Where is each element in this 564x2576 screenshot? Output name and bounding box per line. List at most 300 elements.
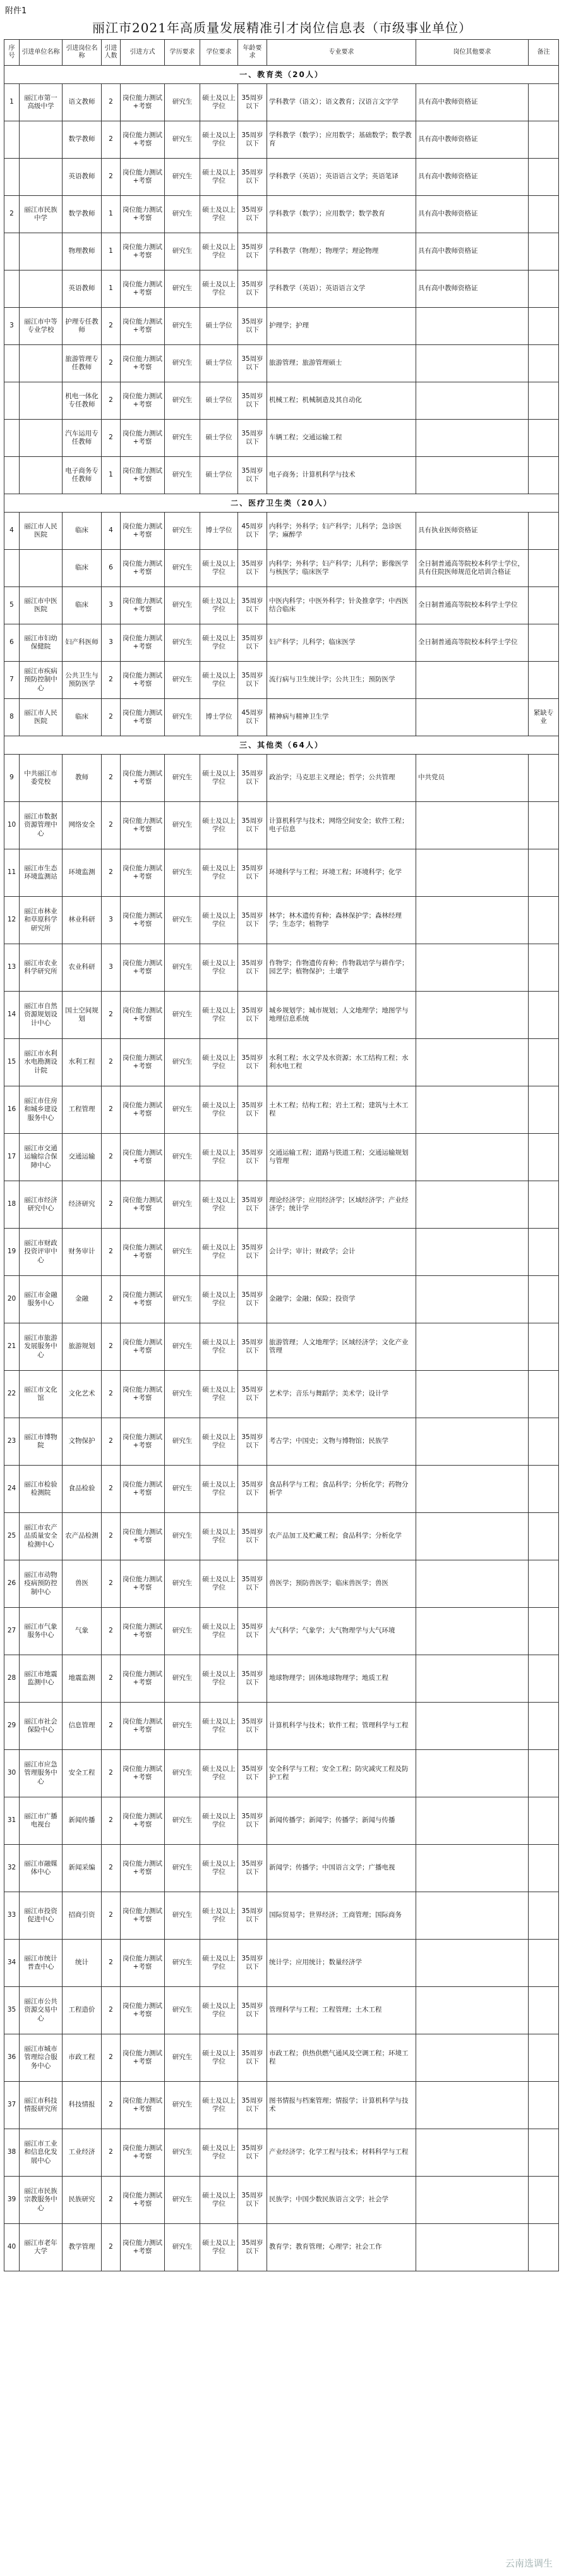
- cell-seq: 5: [4, 587, 20, 624]
- cell-unit: 丽江市人民医院: [20, 513, 63, 550]
- cell-education: 研究生: [165, 159, 200, 196]
- cell-seq: 21: [4, 1323, 20, 1371]
- cell-method: 岗位能力测试+考察: [121, 1892, 165, 1940]
- cell-age: 35周岁以下: [238, 802, 267, 849]
- cell-seq: 17: [4, 1134, 20, 1181]
- cell-count: 2: [102, 1229, 121, 1276]
- cell-post: 工程造价: [63, 1987, 102, 2034]
- cell-other: 中共党员: [416, 755, 529, 802]
- cell-seq: 28: [4, 1655, 20, 1703]
- cell-post: 旅游管理专任教师: [63, 345, 102, 382]
- cell-unit: 丽江市广播电视台: [20, 1797, 63, 1845]
- cell-count: 2: [102, 1703, 121, 1750]
- table-row: [4, 1655, 559, 1703]
- cell-education: 研究生: [165, 1655, 200, 1703]
- cell-unit: 丽江市应急管理服务中心: [20, 1750, 63, 1797]
- cell-seq: [4, 457, 20, 494]
- cell-remark: [529, 1750, 559, 1797]
- table-row: [4, 1845, 559, 1892]
- cell-post: 地震监测: [63, 1655, 102, 1703]
- cell-degree: 硕士及以上学位: [200, 270, 238, 308]
- cell-major: 内科学；外科学；妇产科学；儿科学；影像医学与核医学；临床医学: [267, 550, 416, 587]
- cell-count: 2: [102, 1797, 121, 1845]
- cell-age: 35周岁以下: [238, 897, 267, 944]
- cell-major: 作物学；作物遗传育种；作物栽培学与耕作学；园艺学；植物保护；土壤学: [267, 944, 416, 992]
- cell-education: 研究生: [165, 897, 200, 944]
- cell-unit: 丽江市林业和草原科学研究所: [20, 897, 63, 944]
- cell-age: 35周岁以下: [238, 2224, 267, 2271]
- cell-seq: 3: [4, 308, 20, 345]
- cell-unit: 丽江市民族宗教服务中心: [20, 2177, 63, 2224]
- cell-seq: 1: [4, 84, 20, 121]
- cell-seq: 16: [4, 1086, 20, 1134]
- cell-other: [416, 1892, 529, 1940]
- cell-seq: 34: [4, 1940, 20, 1987]
- cell-unit: [20, 457, 63, 494]
- cell-post: 护理专任教师: [63, 308, 102, 345]
- cell-count: 2: [102, 2177, 121, 2224]
- cell-education: 研究生: [165, 2224, 200, 2271]
- cell-unit: [20, 345, 63, 382]
- cell-unit: [20, 420, 63, 457]
- cell-post: 工程管理: [63, 1086, 102, 1134]
- cell-education: 研究生: [165, 1845, 200, 1892]
- table-row: [4, 944, 559, 992]
- cell-post: 信息管理: [63, 1703, 102, 1750]
- cell-age: 35周岁以下: [238, 1750, 267, 1797]
- cell-count: 2: [102, 1039, 121, 1086]
- cell-major: 新闻学；传播学；中国语言文学；广播电视: [267, 1845, 416, 1892]
- cell-method: 岗位能力测试+考察: [121, 420, 165, 457]
- cell-unit: 丽江市自然资源规划设计中心: [20, 992, 63, 1039]
- cell-degree: 硕士及以上学位: [200, 662, 238, 699]
- cell-other: [416, 1797, 529, 1845]
- table-row: [4, 121, 559, 159]
- cell-count: 1: [102, 196, 121, 233]
- cell-remark: [529, 270, 559, 308]
- cell-unit: 丽江市民族中学: [20, 196, 63, 233]
- cell-method: 岗位能力测试+考察: [121, 84, 165, 121]
- table-row: [4, 233, 559, 270]
- section-title: 三、其他类（64人）: [4, 736, 559, 755]
- cell-degree: 硕士及以上学位: [200, 1513, 238, 1560]
- section-row: [4, 736, 559, 755]
- cell-unit: 丽江市气象服务中心: [20, 1608, 63, 1655]
- cell-degree: 硕士及以上学位: [200, 1134, 238, 1181]
- cell-remark: [529, 1513, 559, 1560]
- cell-degree: 硕士及以上学位: [200, 550, 238, 587]
- cell-major: 统计学；应用统计；数量经济学: [267, 1940, 416, 1987]
- cell-major: 内科学；外科学；妇产科学；儿科学；急诊医学；麻醉学: [267, 513, 416, 550]
- table-row: [4, 1276, 559, 1323]
- cell-unit: 丽江市检验检测院: [20, 1466, 63, 1513]
- cell-count: 2: [102, 1466, 121, 1513]
- cell-count: 2: [102, 1940, 121, 1987]
- cell-education: 研究生: [165, 513, 200, 550]
- cell-remark: [529, 755, 559, 802]
- cell-remark: [529, 1418, 559, 1466]
- cell-post: 汽车运用专任教师: [63, 420, 102, 457]
- cell-count: 2: [102, 1323, 121, 1371]
- cell-other: [416, 1039, 529, 1086]
- cell-seq: [4, 550, 20, 587]
- cell-other: [416, 1750, 529, 1797]
- table-row: [4, 159, 559, 196]
- cell-other: [416, 1086, 529, 1134]
- cell-unit: 丽江市妇幼保健院: [20, 624, 63, 662]
- cell-method: 岗位能力测试+考察: [121, 1797, 165, 1845]
- cell-count: 2: [102, 1134, 121, 1181]
- cell-education: 研究生: [165, 1703, 200, 1750]
- cell-remark: [529, 1797, 559, 1845]
- col-remark: 备注: [529, 40, 559, 66]
- cell-major: 金融学；金融；保险；投资学: [267, 1276, 416, 1323]
- cell-post: 临床: [63, 587, 102, 624]
- cell-age: 35周岁以下: [238, 2034, 267, 2082]
- cell-count: 6: [102, 550, 121, 587]
- cell-count: 2: [102, 308, 121, 345]
- cell-seq: 36: [4, 2034, 20, 2082]
- cell-remark: [529, 897, 559, 944]
- watermark: 云南选调生: [505, 2558, 553, 2569]
- cell-age: 35周岁以下: [238, 2082, 267, 2129]
- cell-age: 35周岁以下: [238, 1229, 267, 1276]
- cell-unit: [20, 270, 63, 308]
- cell-education: 研究生: [165, 2177, 200, 2224]
- cell-degree: 硕士及以上学位: [200, 2177, 238, 2224]
- cell-other: [416, 1229, 529, 1276]
- cell-method: 岗位能力测试+考察: [121, 382, 165, 420]
- cell-seq: [4, 382, 20, 420]
- cell-method: 岗位能力测试+考察: [121, 345, 165, 382]
- cell-count: 2: [102, 1513, 121, 1560]
- cell-degree: 硕士及以上学位: [200, 802, 238, 849]
- cell-age: 35周岁以下: [238, 1323, 267, 1371]
- cell-other: [416, 457, 529, 494]
- cell-remark: [529, 420, 559, 457]
- cell-major: 林学；林木遗传育种；森林保护学；森林经理学；生态学；植物学: [267, 897, 416, 944]
- table-row: [4, 84, 559, 121]
- cell-post: 水利工程: [63, 1039, 102, 1086]
- cell-major: 计算机科学与技术；网络空间安全；软件工程；电子信息: [267, 802, 416, 849]
- cell-method: 岗位能力测试+考察: [121, 2177, 165, 2224]
- cell-degree: 硕士及以上学位: [200, 159, 238, 196]
- cell-degree: 硕士及以上学位: [200, 233, 238, 270]
- cell-education: 研究生: [165, 1371, 200, 1418]
- cell-other: [416, 897, 529, 944]
- cell-major: 学科教学（语文）；语文教育；汉语言文字学: [267, 84, 416, 121]
- cell-remark: [529, 2224, 559, 2271]
- cell-other: [416, 2129, 529, 2177]
- cell-education: 研究生: [165, 1039, 200, 1086]
- cell-unit: 丽江市交通运输综合保障中心: [20, 1134, 63, 1181]
- cell-method: 岗位能力测试+考察: [121, 1608, 165, 1655]
- cell-degree: 硕士及以上学位: [200, 196, 238, 233]
- cell-major: 大气科学；气象学；大气物理学与大气环境: [267, 1608, 416, 1655]
- cell-remark: [529, 1181, 559, 1229]
- cell-post: 电子商务专任教师: [63, 457, 102, 494]
- cell-age: 35周岁以下: [238, 382, 267, 420]
- cell-method: 岗位能力测试+考察: [121, 2129, 165, 2177]
- cell-seq: 20: [4, 1276, 20, 1323]
- table-row: [4, 2082, 559, 2129]
- cell-major: 政治学；马克思主义理论；哲学；公共管理: [267, 755, 416, 802]
- cell-post: 机电一体化专任教师: [63, 382, 102, 420]
- cell-remark: [529, 992, 559, 1039]
- cell-seq: 26: [4, 1560, 20, 1608]
- cell-other: [416, 1323, 529, 1371]
- cell-degree: 硕士及以上学位: [200, 1750, 238, 1797]
- cell-unit: 丽江市城市管理综合服务中心: [20, 2034, 63, 2082]
- table-row: [4, 2177, 559, 2224]
- cell-other: [416, 2034, 529, 2082]
- cell-count: 2: [102, 382, 121, 420]
- cell-remark: [529, 1940, 559, 1987]
- cell-degree: 硕士及以上学位: [200, 2082, 238, 2129]
- cell-age: 35周岁以下: [238, 308, 267, 345]
- table-row: [4, 196, 559, 233]
- table-row: [4, 699, 559, 736]
- table-row: [4, 2129, 559, 2177]
- cell-other: 具有高中教师资格证: [416, 84, 529, 121]
- cell-age: 45周岁以下: [238, 699, 267, 736]
- cell-unit: 丽江市老年大学: [20, 2224, 63, 2271]
- cell-age: 35周岁以下: [238, 992, 267, 1039]
- cell-method: 岗位能力测试+考察: [121, 308, 165, 345]
- table-row: [4, 1466, 559, 1513]
- cell-seq: 24: [4, 1466, 20, 1513]
- table-header-row: [4, 40, 559, 66]
- cell-unit: 丽江市动物疫病预防控制中心: [20, 1560, 63, 1608]
- cell-method: 岗位能力测试+考察: [121, 2224, 165, 2271]
- cell-age: 35周岁以下: [238, 270, 267, 308]
- cell-other: 具有高中教师资格证: [416, 233, 529, 270]
- cell-degree: 硕士及以上学位: [200, 944, 238, 992]
- cell-other: [416, 992, 529, 1039]
- cell-post: 英语教师: [63, 159, 102, 196]
- cell-remark: [529, 1134, 559, 1181]
- cell-degree: 硕士及以上学位: [200, 1181, 238, 1229]
- cell-method: 岗位能力测试+考察: [121, 849, 165, 897]
- cell-major: 会计学；审计；财政学；会计: [267, 1229, 416, 1276]
- cell-age: 35周岁以下: [238, 662, 267, 699]
- cell-other: 具有高中教师资格证: [416, 159, 529, 196]
- cell-major: 产业经济学；化学工程与技术；材料科学与工程: [267, 2129, 416, 2177]
- cell-age: 35周岁以下: [238, 345, 267, 382]
- cell-seq: [4, 345, 20, 382]
- cell-seq: 30: [4, 1750, 20, 1797]
- cell-unit: [20, 233, 63, 270]
- cell-education: 研究生: [165, 1323, 200, 1371]
- cell-age: 35周岁以下: [238, 121, 267, 159]
- cell-education: 研究生: [165, 2034, 200, 2082]
- cell-major: 地球物理学；固体地球物理学；地质工程: [267, 1655, 416, 1703]
- cell-other: [416, 308, 529, 345]
- table-row: [4, 1560, 559, 1608]
- cell-degree: 博士学位: [200, 699, 238, 736]
- table-row: [4, 1797, 559, 1845]
- cell-age: 35周岁以下: [238, 2177, 267, 2224]
- cell-age: 35周岁以下: [238, 1181, 267, 1229]
- cell-post: 新闻采编: [63, 1845, 102, 1892]
- cell-education: 研究生: [165, 1276, 200, 1323]
- cell-education: 研究生: [165, 1181, 200, 1229]
- cell-other: [416, 662, 529, 699]
- cell-degree: 硕士及以上学位: [200, 587, 238, 624]
- cell-other: [416, 1276, 529, 1323]
- cell-education: 研究生: [165, 1987, 200, 2034]
- cell-major: 国际贸易学；世界经济；工商管理；国际商务: [267, 1892, 416, 1940]
- cell-degree: 硕士及以上学位: [200, 849, 238, 897]
- table-row: [4, 345, 559, 382]
- cell-other: [416, 1181, 529, 1229]
- cell-count: 2: [102, 1086, 121, 1134]
- cell-education: 研究生: [165, 1560, 200, 1608]
- cell-other: [416, 1987, 529, 2034]
- cell-major: 学科教学（物理）；物理学；理论物理: [267, 233, 416, 270]
- cell-education: 研究生: [165, 1892, 200, 1940]
- cell-method: 岗位能力测试+考察: [121, 802, 165, 849]
- cell-remark: [529, 1892, 559, 1940]
- cell-method: 岗位能力测试+考察: [121, 1987, 165, 2034]
- cell-major: 兽医学；预防兽医学；临床兽医学；兽医: [267, 1560, 416, 1608]
- cell-post: 统计: [63, 1940, 102, 1987]
- cell-method: 岗位能力测试+考察: [121, 2034, 165, 2082]
- cell-remark: [529, 345, 559, 382]
- cell-seq: 10: [4, 802, 20, 849]
- cell-seq: 7: [4, 662, 20, 699]
- cell-count: 2: [102, 1418, 121, 1466]
- cell-degree: 硕士及以上学位: [200, 1229, 238, 1276]
- cell-seq: 35: [4, 1987, 20, 2034]
- cell-remark: [529, 513, 559, 550]
- table-row: [4, 992, 559, 1039]
- cell-remark: [529, 121, 559, 159]
- cell-post: 金融: [63, 1276, 102, 1323]
- cell-education: 研究生: [165, 802, 200, 849]
- cell-count: 2: [102, 121, 121, 159]
- cell-method: 岗位能力测试+考察: [121, 1181, 165, 1229]
- cell-method: 岗位能力测试+考察: [121, 1323, 165, 1371]
- cell-other: [416, 1513, 529, 1560]
- positions-table: [4, 39, 559, 2271]
- cell-remark: [529, 233, 559, 270]
- cell-count: 2: [102, 699, 121, 736]
- cell-education: 研究生: [165, 457, 200, 494]
- cell-other: [416, 802, 529, 849]
- cell-method: 岗位能力测试+考察: [121, 662, 165, 699]
- cell-degree: 硕士学位: [200, 420, 238, 457]
- cell-education: 研究生: [165, 382, 200, 420]
- cell-other: 具有高中教师资格证: [416, 196, 529, 233]
- cell-seq: 13: [4, 944, 20, 992]
- cell-remark: [529, 2129, 559, 2177]
- cell-method: 岗位能力测试+考察: [121, 1466, 165, 1513]
- cell-method: 岗位能力测试+考察: [121, 587, 165, 624]
- table-row: [4, 1608, 559, 1655]
- cell-unit: 丽江市社会保险中心: [20, 1703, 63, 1750]
- cell-unit: 丽江市公共资源交易中心: [20, 1987, 63, 2034]
- cell-age: 35周岁以下: [238, 1655, 267, 1703]
- cell-other: 全日制普通高等院校本科学士学位: [416, 587, 529, 624]
- cell-remark: [529, 457, 559, 494]
- col-age: 年龄要求: [238, 40, 267, 66]
- table-row: [4, 1039, 559, 1086]
- cell-degree: 硕士及以上学位: [200, 1466, 238, 1513]
- cell-count: 2: [102, 1655, 121, 1703]
- cell-degree: 硕士及以上学位: [200, 624, 238, 662]
- cell-post: 旅游规划: [63, 1323, 102, 1371]
- cell-count: 2: [102, 84, 121, 121]
- cell-degree: 硕士及以上学位: [200, 1987, 238, 2034]
- cell-unit: [20, 550, 63, 587]
- cell-unit: 丽江市工业和信息化发展中心: [20, 2129, 63, 2177]
- cell-age: 35周岁以下: [238, 587, 267, 624]
- cell-age: 35周岁以下: [238, 1987, 267, 2034]
- cell-seq: 40: [4, 2224, 20, 2271]
- cell-unit: 丽江市数据资源管理中心: [20, 802, 63, 849]
- cell-age: 35周岁以下: [238, 849, 267, 897]
- cell-age: 35周岁以下: [238, 233, 267, 270]
- section-title: 二、医疗卫生类（20人）: [4, 494, 559, 513]
- cell-major: 图书情报与档案管理；情报学；计算机科学与技术: [267, 2082, 416, 2129]
- cell-unit: [20, 382, 63, 420]
- cell-age: 35周岁以下: [238, 420, 267, 457]
- cell-major: 水利工程；水文学及水资源；水工结构工程；水利水电工程: [267, 1039, 416, 1086]
- cell-major: 学科教学（英语）；英语语言文学；英语笔译: [267, 159, 416, 196]
- cell-education: 研究生: [165, 420, 200, 457]
- cell-method: 岗位能力测试+考察: [121, 1039, 165, 1086]
- cell-major: 计算机科学与技术；软件工程；管理科学与工程: [267, 1703, 416, 1750]
- cell-major: 环境科学与工程；环境工程；环境科学；化学: [267, 849, 416, 897]
- cell-post: 工业经济: [63, 2129, 102, 2177]
- cell-post: 新闻传播: [63, 1797, 102, 1845]
- cell-degree: 硕士及以上学位: [200, 1655, 238, 1703]
- cell-education: 研究生: [165, 196, 200, 233]
- table-row: [4, 382, 559, 420]
- cell-post: 交通运输: [63, 1134, 102, 1181]
- cell-major: 中医内科学；中医外科学；针灸推拿学；中西医结合临床: [267, 587, 416, 624]
- attachment-label: 附件1: [5, 6, 27, 16]
- cell-seq: 29: [4, 1703, 20, 1750]
- cell-post: 妇产科医师: [63, 624, 102, 662]
- cell-count: 2: [102, 1181, 121, 1229]
- cell-post: 英语教师: [63, 270, 102, 308]
- cell-remark: [529, 1466, 559, 1513]
- cell-remark: [529, 1276, 559, 1323]
- cell-major: 市政工程；供热供燃气通风及空调工程；环境工程: [267, 2034, 416, 2082]
- cell-education: 研究生: [165, 699, 200, 736]
- col-education: 学历要求: [165, 40, 200, 66]
- cell-post: 科技情报: [63, 2082, 102, 2129]
- cell-remark: [529, 1987, 559, 2034]
- cell-other: [416, 1845, 529, 1892]
- cell-major: 艺术学；音乐与舞蹈学；美术学；设计学: [267, 1371, 416, 1418]
- table-row: [4, 662, 559, 699]
- cell-count: 2: [102, 1560, 121, 1608]
- cell-remark: [529, 1371, 559, 1418]
- cell-unit: 丽江市统计普查中心: [20, 1940, 63, 1987]
- table-row: [4, 1703, 559, 1750]
- cell-count: 3: [102, 624, 121, 662]
- cell-count: 2: [102, 1276, 121, 1323]
- cell-seq: 8: [4, 699, 20, 736]
- cell-degree: 博士学位: [200, 513, 238, 550]
- cell-age: 35周岁以下: [238, 1608, 267, 1655]
- cell-degree: 硕士及以上学位: [200, 2034, 238, 2082]
- col-method: 引进方式: [121, 40, 165, 66]
- cell-other: [416, 420, 529, 457]
